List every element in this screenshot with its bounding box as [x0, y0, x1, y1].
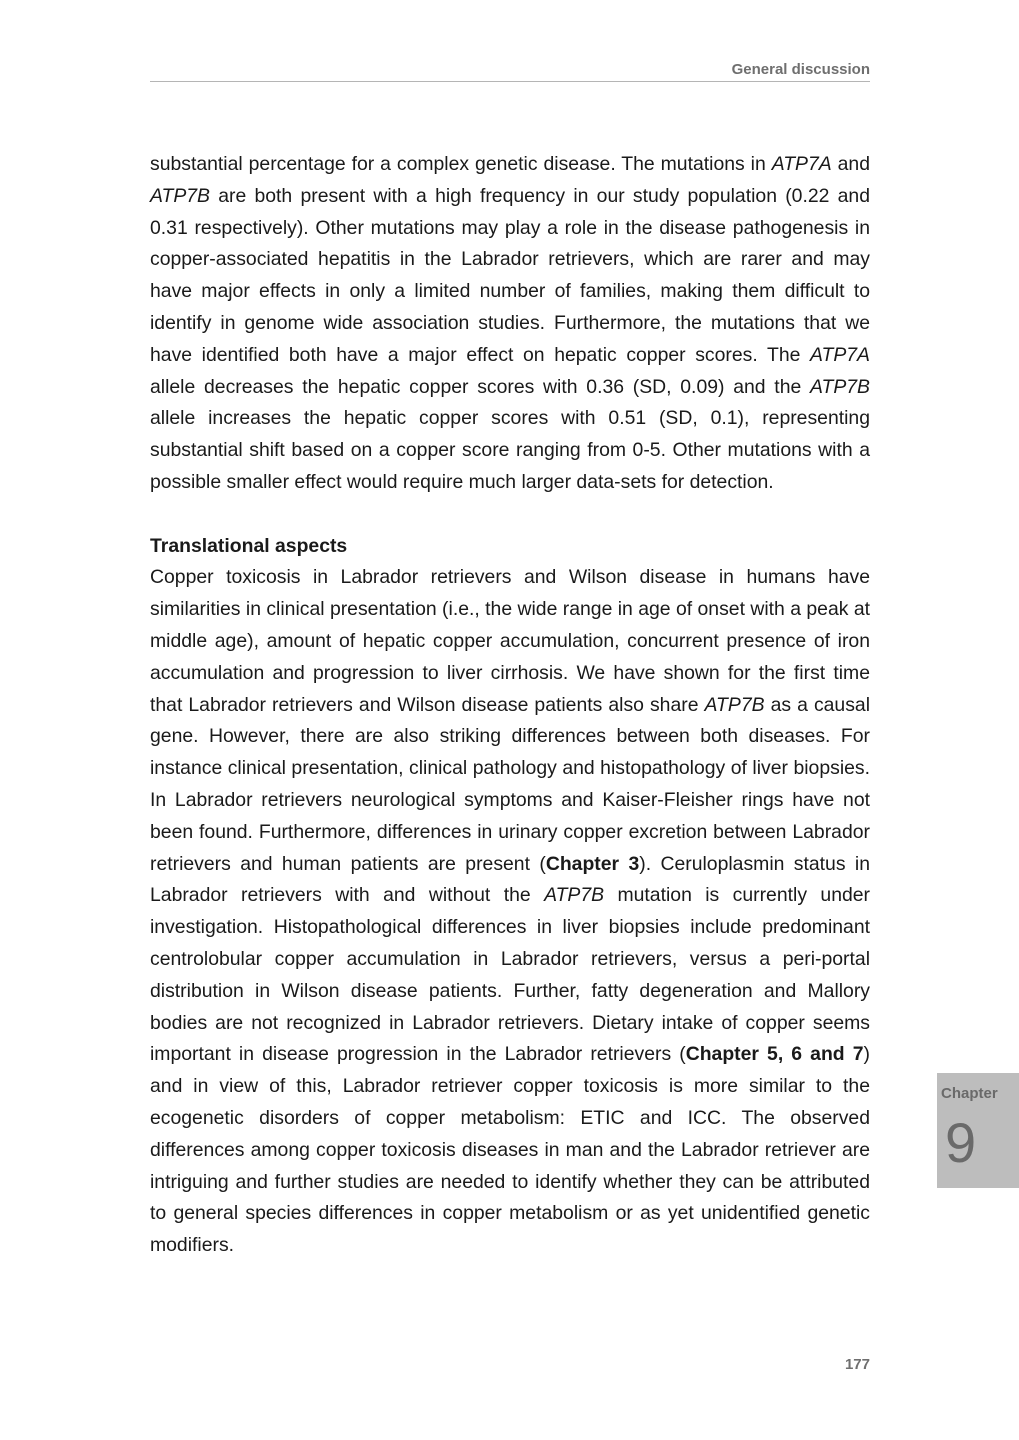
chapter-tab-label: Chapter [941, 1085, 998, 1102]
body-paragraph-1: substantial percentage for a complex genetic disease. The mutations in ATP7A and ATP7B are both present with a high frequency in our study population (0.22 and 0.31 respectively). Other mutations may play a role in the disease pathogenesis in copper-associated hepatitis in the Labrador retrievers, which are rarer and may have major effects in only a limited number of families, making them difficult to identify in genome wide association studies. Furthermore, the mutations that we have identified both have a major effect on hepatic copper scores. The ATP7A allele decreases the hepatic copper scores with 0.36 (SD, 0.09) and the ATP7B allele increases the hepatic copper scores with 0.51 (SD, 0.1), representing substantial shift based on a copper score ranging from 0-5. Other mutations with a possible smaller effect would require much larger data-sets for detection. [150, 153, 870, 493]
section-heading: Translational aspects [150, 534, 348, 557]
main-text [150, 149, 870, 1262]
chapter-tab-number: 9 [945, 1111, 977, 1174]
body-paragraph-2: Copper toxicosis in Labrador retrievers and Wilson disease in humans have similarities in clinical presentation (i.e., the wide range in age of onset with a peak at middle age), amount of hepatic copper accumulation, concurrent presence of iron accumulation and progression to liver cirrhosis. We have shown for the first time that Labrador retrievers and Wilson disease patients also share ATP7B as a causal gene. However, there are also striking differences between both diseases. For instance clinical presentation, clinical pathology and histopathology of liver biopsies. In Labrador retrievers neurological symptoms and Kaiser-Fleisher rings have not been found. Furthermore, differences in urinary copper excretion between Labrador retrievers and human patients are present (Chapter 3). Ceruloplasmin status in Labrador retrievers with and without the ATP7B mutation is currently under investigation. Histopathological differences in liver biopsies include predominant centrolobular copper accumulation in Labrador retrievers, versus a peri-portal distribution in Wilson disease patients. Further, fatty degeneration and Mallory bodies are not recognized in Labrador retrievers. Dietary intake of copper seems important in disease progression in the Labrador retrievers (Chapter 5, 6 and 7) and in view of this, Labrador retriever copper toxicosis is more similar to the ecogenetic disorders of copper metabolism: ETIC and ICC. The observed differences among copper toxicosis diseases in man and the Labrador retriever are intriguing and further studies are needed to identify whether they can be attributed to general species differences in copper metabolism or as yet unidentified genetic modifiers. [150, 566, 871, 1257]
gene-name: ATP7B [704, 693, 765, 716]
gene-name: ATP7B [544, 884, 605, 907]
gene-name: ATP7A [810, 343, 870, 366]
running-header-title: General discussion [731, 61, 870, 78]
page-number: 177 [844, 1356, 870, 1373]
gene-name: ATP7A [771, 153, 832, 175]
chapter-tab [937, 1073, 1019, 1188]
chapter-reference: Chapter 5, 6 and 7 [685, 1043, 864, 1066]
chapter-reference: Chapter 3 [545, 852, 640, 875]
running-header [150, 58, 870, 82]
gene-name: ATP7B [150, 184, 210, 207]
gene-name: ATP7B [810, 375, 870, 398]
